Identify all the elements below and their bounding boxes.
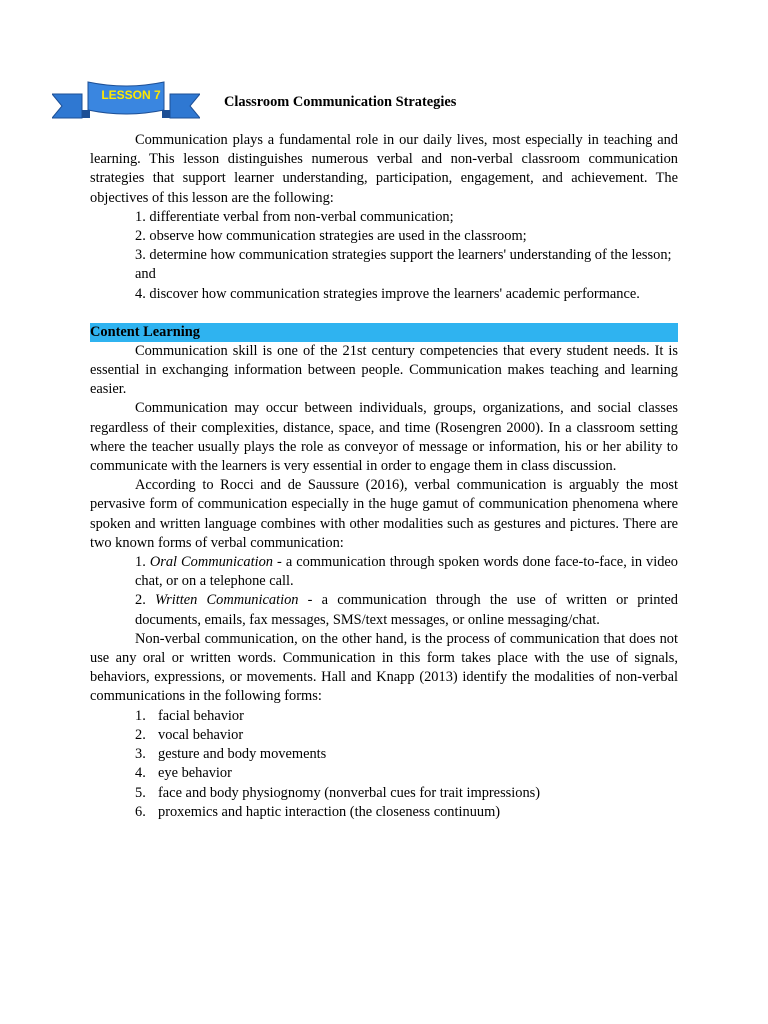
list-item — [135, 745, 678, 764]
objective-item: 2. observe how communication strategies are used in the classroom; — [135, 228, 527, 245]
objectives-list — [90, 208, 678, 304]
nonverbal-forms-list — [90, 707, 678, 822]
list-item-text: gesture and body movements — [158, 746, 327, 763]
paragraph-competencies: Communication skill is one of the 21st century competencies that every student needs. It is essential in exchanging information between people. Communication makes teaching and learning easier. — [90, 342, 678, 398]
verbal-form-term: Written Communication — [154, 592, 299, 609]
document-body — [90, 131, 678, 822]
list-number: 2. — [135, 592, 146, 609]
list-item-text: face and body physiognomy (nonverbal cues for trait impressions) — [158, 784, 541, 801]
objective-item: 1. differentiate verbal from non-verbal communication; — [135, 208, 454, 225]
lesson-title: Classroom Communication Strategies — [224, 94, 457, 110]
list-number: 3. — [135, 746, 146, 763]
list-item-text: facial behavior — [158, 707, 244, 724]
content-learning-heading: Content Learning — [90, 323, 678, 342]
paragraph-verbal-communication: According to Rocci and de Saussure (2016), verbal communication is arguably the most pervasive form of communication especially in the huge gamut of communication phenomena where spoken and written language combines with other modalities such as gestures and pictures. There are two known forms of verbal communication: — [90, 477, 678, 551]
paragraph-communication-occurs: Communication may occur between individuals, groups, organizations, and social classes regardless of their complexities, distance, space, and time (Rosengren 2000). In a classroom setting where the teacher usually plays the role as conveyor of message or information, his or her ability to communicate with the learners is very essential in order to engage them in class discussion. — [90, 400, 678, 475]
list-item — [135, 726, 678, 745]
list-number: 2. — [135, 726, 146, 743]
objective-item: 4. discover how communication strategies improve the learners' academic performance. — [135, 285, 640, 302]
list-item — [135, 764, 678, 783]
intro-paragraph: Communication plays a fundamental role in our daily lives, most especially in teaching and learning. This lesson distinguishes numerous verbal and non-verbal classroom communication strategies that support learner understanding, participation, engagement, and achievement. The objectives of this lesson are the following: — [90, 132, 678, 206]
verbal-form-description: - a communication through spoken words done face-to-face, in video chat, or on a telephone call. — [135, 554, 678, 590]
verbal-form-item — [135, 553, 678, 591]
list-number: 5. — [135, 784, 146, 801]
verbal-form-description: - a communication through the use of written or printed documents, emails, fax messages, SMS/text messages, or online messaging/chat. — [135, 592, 678, 628]
list-number: 1. — [135, 554, 146, 571]
list-number: 1. — [135, 707, 146, 724]
list-item — [135, 784, 678, 803]
list-item-text: proxemics and haptic interaction (the closeness continuum) — [158, 803, 501, 820]
list-item-text: eye behavior — [158, 765, 232, 782]
objective-item: 3. determine how communication strategies support the learners' understanding of the lesson; and — [135, 247, 672, 283]
list-item — [135, 803, 678, 822]
list-number: 6. — [135, 803, 146, 820]
verbal-form-term: Oral Communication — [149, 554, 273, 571]
verbal-form-item — [135, 591, 678, 629]
list-item — [135, 707, 678, 726]
paragraph-nonverbal-communication: Non-verbal communication, on the other hand, is the process of communication that does not use any oral or written words. Communication in this form takes place with the use of signals, behaviors, expressions, or movements. Hall and Knapp (2013) identify the modalities of non-verbal communications in the following forms: — [90, 630, 678, 705]
lesson-badge: LESSON 7 — [101, 88, 161, 102]
list-item-text: vocal behavior — [158, 726, 244, 743]
list-number: 4. — [135, 765, 146, 782]
